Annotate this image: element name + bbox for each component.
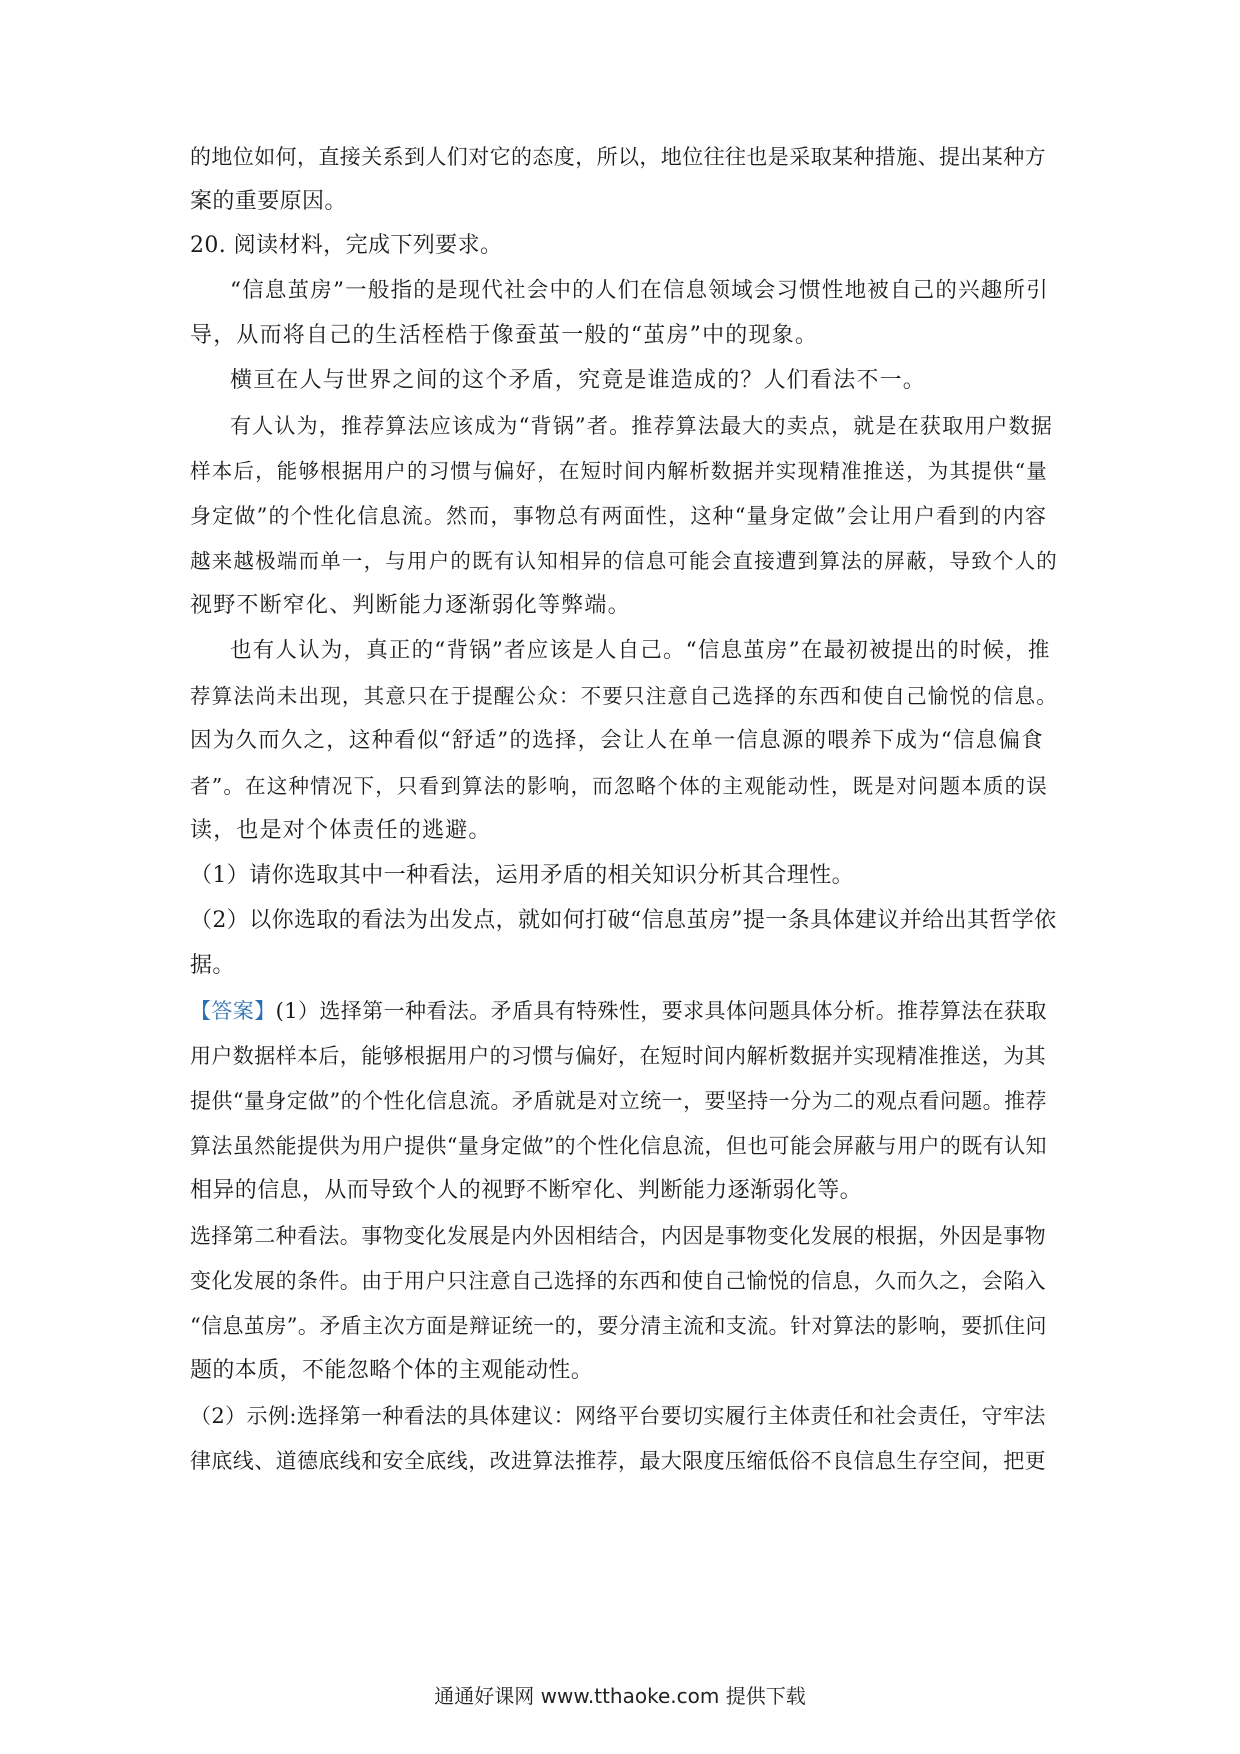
answer-1-line-4: 算法虽然能提供为用户提供“量身定做”的个性化信息流，但也可能会屏蔽与用户的既有认知 xyxy=(190,1134,1047,1158)
material-p4-line-2: 荐算法尚未出现，其意只在于提醒公众：不要只注意自己选择的东西和使自己愉悦的信息。 xyxy=(190,684,1058,708)
material-p1-line-2: 导，从而将自己的生活桎梏于像蚕茧一般的“茧房”中的现象。 xyxy=(190,323,819,348)
material-p3-line-2: 样本后，能够根据用户的习惯与偏好，在短时间内解析数据并实现精准推送，为其提供“量 xyxy=(190,459,1048,483)
material-p3-line-1: 有人认为，推荐算法应该成为“背锅”者。推荐算法最大的卖点，就是在获取用户数据 xyxy=(230,414,1054,438)
answer-1-line-2: 用户数据样本后，能够根据用户的习惯与偏好，在短时间内解析数据并实现精准推送，为其 xyxy=(190,1044,1046,1068)
material-p2-line-1: 横亘在人与世界之间的这个矛盾，究竟是谁造成的？人们看法不一。 xyxy=(230,368,927,393)
material-p4-line-1: 也有人认为，真正的“背锅”者应该是人自己。“信息茧房”在最初被提出的时候，推 xyxy=(230,638,1051,663)
answer-3-line-1: （2）示例:选择第一种看法的具体建议：网络平台要切实履行主体责任和社会责任，守牢法 xyxy=(190,1404,1046,1428)
answer-2-line-4: 题的本质，不能忽略个体的主观能动性。 xyxy=(190,1358,594,1383)
material-p3-line-3: 身定做”的个性化信息流。然而，事物总有两面性，这种“量身定做”会让用户看到的内容 xyxy=(190,504,1048,528)
answer-2-line-1: 选择第二种看法。事物变化发展是内外因相结合，内因是事物变化发展的根据，外因是事物 xyxy=(190,1224,1046,1248)
answer-tag: 【答案】 xyxy=(190,999,276,1023)
answer-2-line-3: “信息茧房”。矛盾主次方面是辩证统一的，要分清主流和支流。针对算法的影响，要抓住问 xyxy=(190,1314,1047,1338)
material-p1-line-1: “信息茧房”一般指的是现代社会中的人们在信息领域会习惯性地被自己的兴趣所引 xyxy=(230,278,1049,303)
answer-1-line-3: 提供“量身定做”的个性化信息流。矛盾就是对立统一，要坚持一分为二的观点看问题。推荐 xyxy=(190,1089,1047,1113)
material-p4-line-3: 因为久而久之，这种看似“舒适”的选择，会让人在单一信息源的喂养下成为“信息偏食 xyxy=(190,728,1044,753)
material-p4-line-5: 读，也是对个体责任的逃避。 xyxy=(190,818,492,843)
material-p3-line-5: 视野不断窄化、判断能力逐渐弱化等弊端。 xyxy=(190,593,631,618)
requirement-1: （1）请你选取其中一种看法，运用矛盾的相关知识分析其合理性。 xyxy=(190,863,854,888)
answer-1-line-5: 相异的信息，从而导致个人的视野不断窄化、判断能力逐渐弱化等。 xyxy=(190,1178,863,1203)
answer-line-1 xyxy=(190,996,1060,1026)
footer-source: 通通好课网 www.tthaoke.com 提供下载 xyxy=(434,1684,806,1708)
requirement-2-line-2: 据。 xyxy=(190,953,235,978)
answer-2-line-2: 变化发展的条件。由于用户只注意自己选择的东西和使自己愉悦的信息，久而久之，会陷入 xyxy=(190,1269,1046,1293)
answer-1-text: (1）选择第一种看法。矛盾具有特殊性，要求具体问题具体分析。推荐算法在获取 xyxy=(275,999,1047,1023)
answer-3-line-2: 律底线、道德底线和安全底线，改进算法推荐，最大限度压缩低俗不良信息生存空间，把更 xyxy=(190,1449,1046,1473)
prev-tail-line-1: 的地位如何，直接关系到人们对它的态度，所以，地位往往也是采取某种措施、提出某种方 xyxy=(190,145,1046,169)
prev-tail-line-2: 案的重要原因。 xyxy=(190,189,347,214)
material-p4-line-4: 者”。在这种情况下，只看到算法的影响，而忽略个体的主观能动性，既是对问题本质的误 xyxy=(190,774,1048,798)
material-p3-line-4: 越来越极端而单一，与用户的既有认知相异的信息可能会直接遭到算法的屏蔽，导致个人的 xyxy=(190,549,1058,573)
question-title: 20. 阅读材料，完成下列要求。 xyxy=(190,233,503,258)
requirement-2-line-1: （2）以你选取的看法为出发点，就如何打破“信息茧房”提一条具体建议并给出其哲学依 xyxy=(190,908,1057,933)
